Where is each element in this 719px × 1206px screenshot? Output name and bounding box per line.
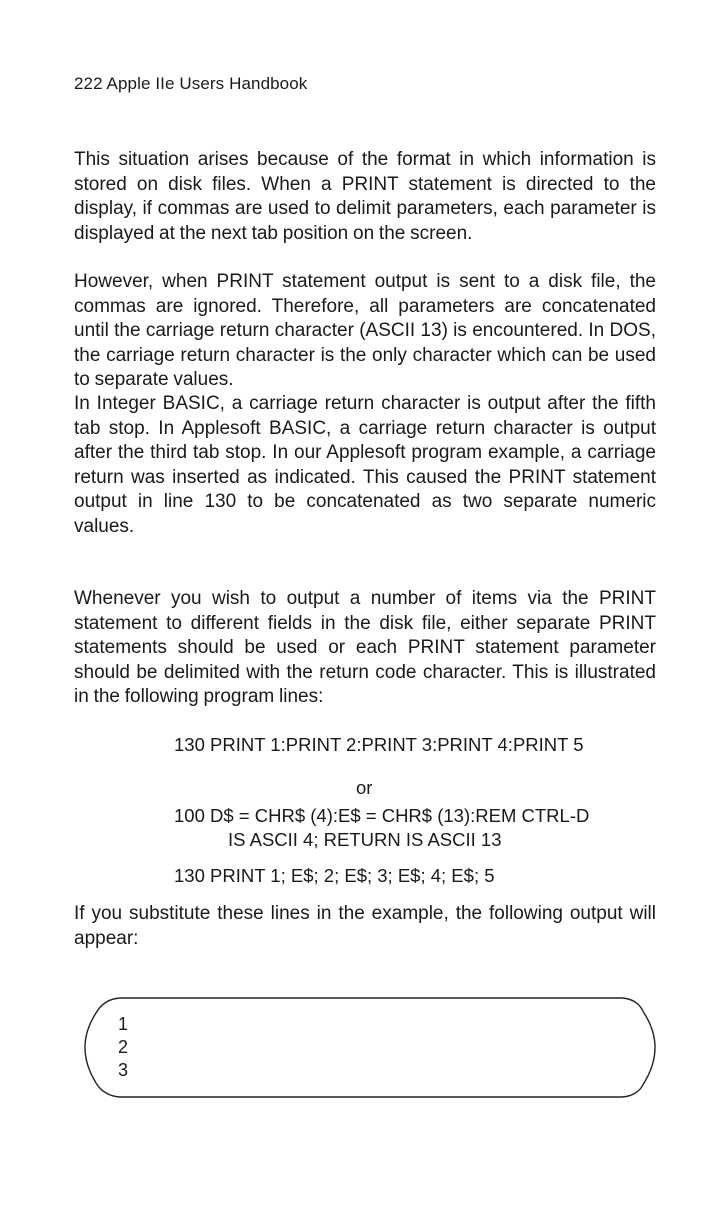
paragraph-whenever: Whenever you wish to output a number of items via the PRINT statement to different fields in the disk file, either separate PRINT statements should be used or each PRINT statement parameter should be delimited with the return code character. This is illustrated in the following program lines: xyxy=(74,588,656,708)
page-header: 222 Apple IIe Users Handbook xyxy=(74,74,308,93)
code-or-separator: or xyxy=(356,777,373,798)
paragraph-integer-basic: In Integer BASIC, a carriage return character is output after the fifth tab stop. In Applesoft BASIC, a carriage return character is output after the third tab stop. In our Applesoft program example, a carriage return was inserted as indicated. This caused the PRINT statement output in line 130 to be concatenated as two separate numeric values. xyxy=(74,393,656,537)
code-line-100-continuation: IS ASCII 4; RETURN IS ASCII 13 xyxy=(228,829,502,850)
screen-output-line: 1 xyxy=(118,1014,129,1034)
screen-output-line: 3 xyxy=(118,1060,129,1080)
screen-output-frame xyxy=(72,995,668,1099)
code-line-130-print: 130 PRINT 1:PRINT 2:PRINT 3:PRINT 4:PRINT 5 xyxy=(174,734,584,755)
code-line-130-e: 130 PRINT 1; E$; 2; E$; 3; E$; 4; E$; 5 xyxy=(174,865,495,886)
paragraph-substitute: If you substitute these lines in the example, the following output will appear: xyxy=(74,903,656,949)
code-line-100: 100 D$ = CHR$ (4):E$ = CHR$ (13):REM CTRL-D xyxy=(174,805,590,826)
screen-bezel-outline xyxy=(72,995,668,1099)
screen-output-line: 2 xyxy=(118,1037,129,1057)
paragraph-commas-ignored: However, when PRINT statement output is sent to a disk file, the commas are ignored. Therefore, all parameters are concatenated until the carriage return character (ASCII 13) is encountered. In DOS, the carriage return character is the only character which can be used to separate values. xyxy=(74,271,656,391)
screen-output-lines xyxy=(118,1013,128,1082)
paragraph-disk-format: This situation arises because of the format in which information is stored on disk files. When a PRINT statement is directed to the display, if commas are used to delimit parameters, each parameter is displayed at the next tab position on the screen. xyxy=(74,149,656,244)
